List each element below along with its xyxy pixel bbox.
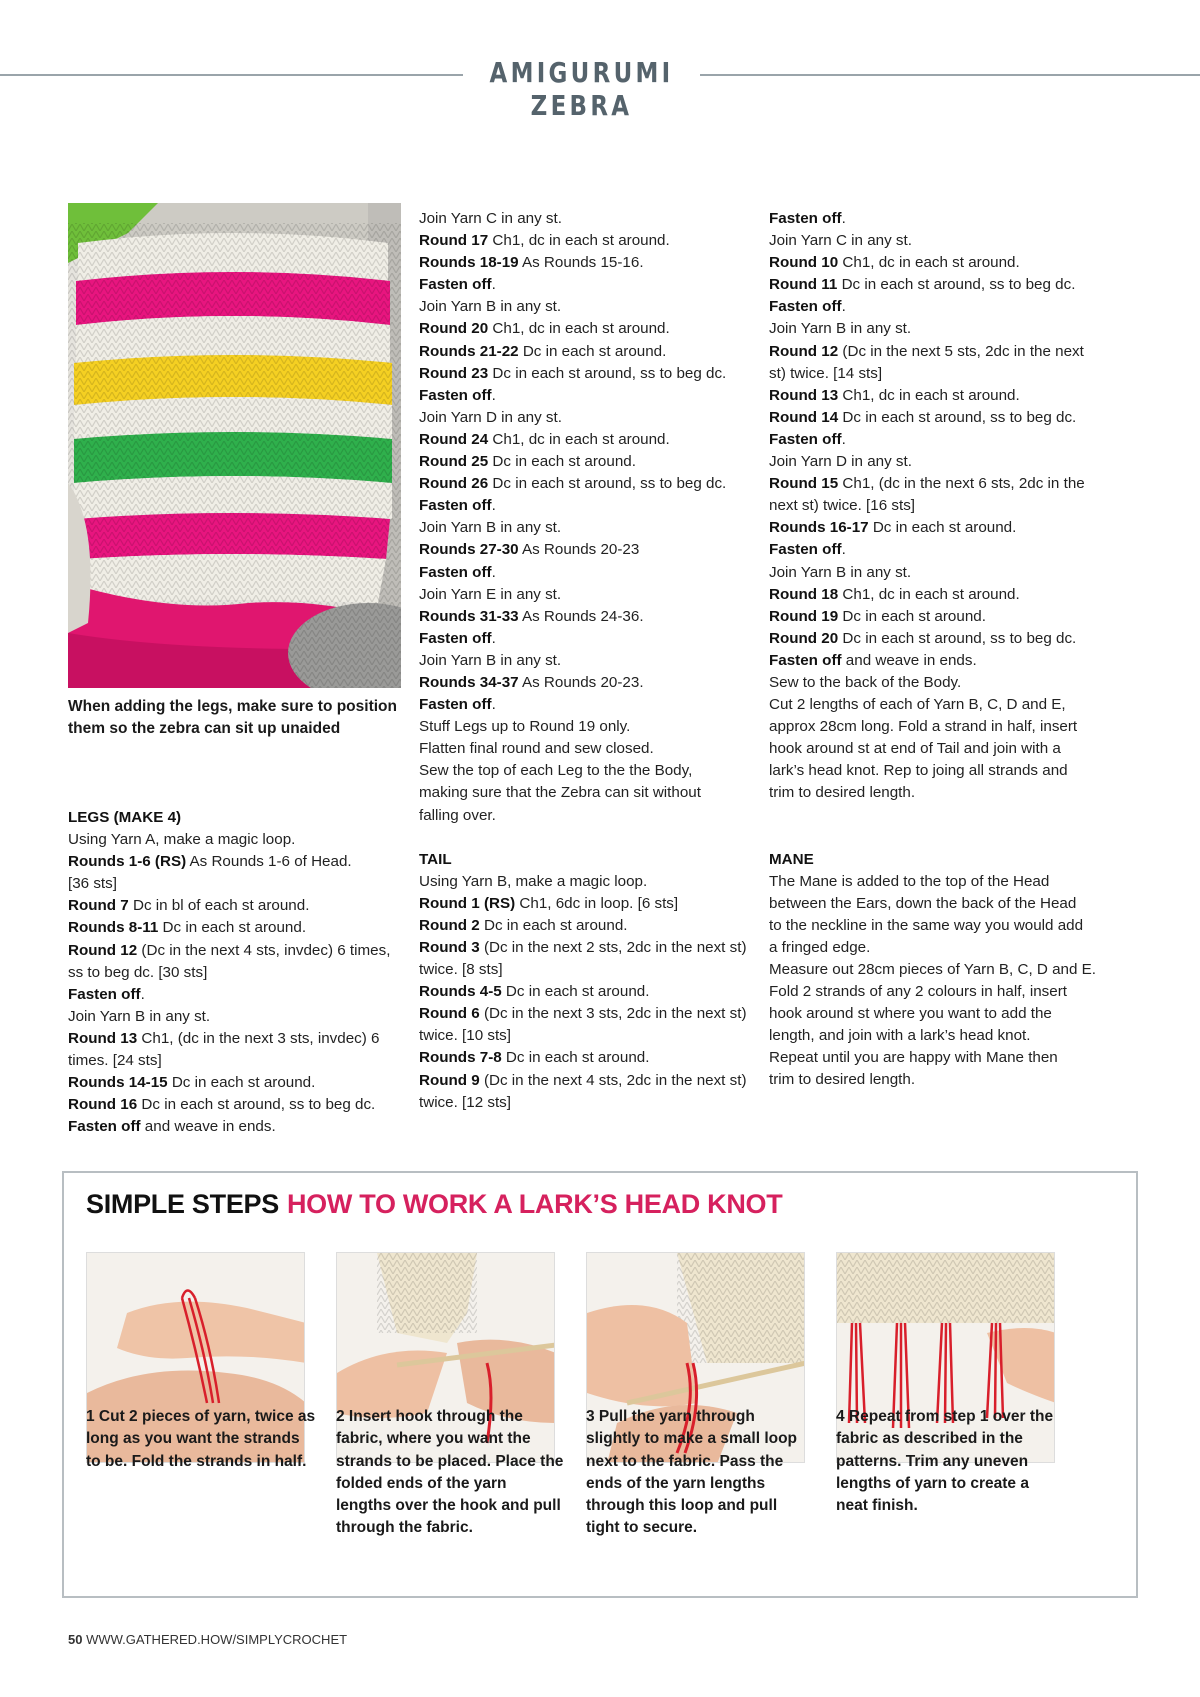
instruction-text: trim to desired length. [769, 1071, 916, 1089]
instruction-text: Repeat until you are happy with Mane then [769, 1049, 1058, 1067]
round-label: Round 14 [769, 408, 839, 426]
step-caption-line: long as you want the strands [86, 1430, 300, 1448]
step-3-text [586, 1406, 818, 1540]
instruction-text: length, and join with a lark’s head knot. [769, 1027, 1031, 1045]
round-label: Round 15 [769, 475, 839, 493]
instruction-text: (Dc in the next 5 sts, 2dc in the next [838, 342, 1084, 360]
round-label: Fasten off [419, 563, 492, 581]
round-label: Round 18 [769, 585, 839, 603]
pattern-line [769, 1069, 1109, 1091]
instruction-text: Dc in each st around. [479, 916, 628, 934]
round-label: Rounds 4-5 [419, 983, 502, 1001]
step-caption-line: lengths of yarn to create a [836, 1474, 1029, 1492]
instruction-text: next st) twice. [16 sts] [769, 497, 916, 515]
pattern-line [68, 962, 398, 984]
step-1-text [86, 1406, 318, 1473]
pattern-line [769, 694, 1109, 716]
pattern-line [419, 959, 754, 981]
pattern-line [419, 562, 754, 584]
pattern-line [419, 318, 754, 340]
instruction-text: . [841, 430, 846, 448]
instruction-text: Ch1, dc in each st around. [838, 386, 1020, 404]
pattern-line [419, 584, 754, 606]
pattern-column-right [769, 208, 1109, 1092]
instruction-text: Ch1, dc in each st around. [488, 430, 670, 448]
step-caption-line: through this loop and pull [586, 1497, 778, 1515]
page-title: AMIGURUMI ZEBRA [489, 56, 674, 122]
pattern-line [419, 252, 754, 274]
spacer [68, 785, 398, 807]
pattern-line [419, 760, 754, 782]
instruction-text: Dc in bl of each st around. [128, 897, 310, 915]
instruction-text: Join Yarn B in any st. [769, 320, 912, 338]
pattern-line [419, 495, 754, 517]
instruction-text: . [491, 696, 496, 714]
instruction-text: Join Yarn C in any st. [769, 232, 912, 250]
page-footer [68, 1632, 347, 1647]
instruction-text: Dc in each st around. [501, 983, 650, 1001]
instruction-text: falling over. [419, 806, 496, 824]
instruction-text: and weave in ends. [140, 1118, 276, 1136]
round-label: Round 12 [68, 941, 138, 959]
pattern-line [769, 650, 1109, 672]
pattern-line [769, 1003, 1109, 1025]
pattern-line [68, 1050, 398, 1072]
pattern-line [68, 1094, 398, 1116]
pattern-line [769, 716, 1109, 738]
pattern-line [419, 716, 754, 738]
section-heading: TAIL [419, 850, 452, 868]
step-caption-line: tight to secure. [586, 1519, 698, 1537]
step-caption-line: through the fabric. [336, 1519, 473, 1537]
round-label: Round 16 [68, 1096, 138, 1114]
pattern-line [769, 385, 1109, 407]
instruction-text: Dc in each st around, ss to beg dc. [488, 364, 727, 382]
round-label: Fasten off [769, 210, 842, 227]
instruction-text: Join Yarn B in any st. [419, 519, 562, 537]
pattern-line [419, 606, 754, 628]
instruction-text: Join Yarn C in any st. [419, 210, 562, 227]
round-label: Fasten off [769, 430, 842, 448]
round-label: Round 23 [419, 364, 489, 382]
pattern-line [769, 230, 1109, 252]
round-label: Round 2 [419, 916, 480, 934]
instruction-text: Join Yarn B in any st. [419, 651, 562, 669]
instruction-text: . [841, 541, 846, 559]
pattern-line [68, 1028, 398, 1050]
header-rule-left [0, 74, 463, 76]
step-caption-line: fabric, where you want the [336, 1430, 531, 1448]
instruction-text: twice. [10 sts] [419, 1027, 512, 1045]
pattern-line [769, 937, 1109, 959]
instruction-text: Ch1, 6dc in loop. [6 sts] [515, 894, 679, 912]
instruction-text: Dc in each st around. [167, 1074, 316, 1092]
instruction-text: Measure out 28cm pieces of Yarn B, C, D and E. [769, 961, 1096, 978]
pattern-line [419, 1092, 754, 1114]
section-heading: LEGS (MAKE 4) [68, 809, 182, 826]
instruction-text: ss to beg dc. [30 sts] [68, 963, 208, 981]
pattern-line [769, 539, 1109, 561]
step-caption-line: 4 Repeat from step 1 over the [836, 1408, 1054, 1425]
instruction-text: Flatten final round and sew closed. [419, 740, 654, 758]
round-label: Fasten off [419, 497, 492, 515]
round-label: Round 6 [419, 1005, 480, 1023]
instruction-text: Stuff Legs up to Round 19 only. [419, 718, 631, 736]
round-label: Round 19 [769, 607, 839, 625]
instruction-text: hook around st at end of Tail and join with a [769, 740, 1061, 758]
instruction-text: . [491, 276, 496, 294]
step-caption-line: folded ends of the yarn [336, 1474, 507, 1492]
instruction-text: Ch1, dc in each st around. [838, 254, 1020, 272]
instruction-text: . [491, 563, 496, 581]
instruction-text: . [140, 985, 145, 1003]
instruction-text: Using Yarn B, make a magic loop. [419, 872, 648, 890]
pattern-line [419, 363, 754, 385]
instruction-text: Dc in each st around, ss to beg dc. [137, 1096, 376, 1114]
instruction-text: times. [24 sts] [68, 1052, 162, 1070]
pattern-line [769, 208, 1109, 230]
instruction-text: Join Yarn B in any st. [419, 298, 562, 316]
pattern-line [769, 274, 1109, 296]
round-label: Round 17 [419, 232, 489, 250]
round-label: Fasten off [419, 629, 492, 647]
round-label: Fasten off [769, 651, 842, 669]
pattern-line [68, 895, 398, 917]
instruction-text: Dc in each st around. [158, 919, 307, 937]
round-label: Round 26 [419, 475, 489, 493]
instruction-text: [36 sts] [68, 875, 117, 893]
instruction-text: and weave in ends. [841, 651, 977, 669]
pattern-line [769, 407, 1109, 429]
spacer [769, 827, 1109, 849]
instruction-text: a fringed edge. [769, 938, 871, 956]
pattern-line [68, 829, 398, 851]
step-2-text [336, 1406, 568, 1540]
instruction-text: Join Yarn D in any st. [419, 408, 562, 426]
instruction-text: lark’s head knot. Rep to joing all strands and [769, 762, 1068, 780]
instruction-text: twice. [8 sts] [419, 961, 503, 979]
pattern-line [419, 915, 754, 937]
pattern-line [769, 1047, 1109, 1069]
round-label: Round 3 [419, 939, 480, 956]
pattern-column-middle [419, 208, 754, 1114]
instruction-text: (Dc in the next 4 sts, 2dc in the next st) [479, 1071, 747, 1089]
round-label: Fasten off [419, 386, 492, 404]
instruction-text: Dc in each st around, ss to beg dc. [488, 475, 727, 493]
instruction-text: The Mane is added to the top of the Head [769, 872, 1050, 890]
pattern-line [419, 274, 754, 296]
pattern-line [769, 318, 1109, 340]
instruction-text: making sure that the Zebra can sit without [419, 784, 701, 802]
instruction-text: Ch1, (dc in the next 3 sts, invdec) 6 [137, 1029, 380, 1047]
pattern-line [419, 296, 754, 318]
pattern-column-legs [68, 785, 398, 1138]
step-caption-line: neat finish. [836, 1497, 918, 1515]
instruction-text: Cut 2 lengths of each of Yarn B, C, D and E, [769, 696, 1066, 714]
pattern-line [419, 341, 754, 363]
round-label: Fasten off [769, 298, 842, 316]
round-label: Fasten off [419, 696, 492, 714]
instruction-text: As Rounds 15-16. [518, 254, 644, 272]
page-header [0, 50, 1200, 122]
pattern-line [769, 341, 1109, 363]
pattern-line [769, 252, 1109, 274]
pattern-line [419, 694, 754, 716]
instruction-text: approx 28cm long. Fold a strand in half, insert [769, 718, 1078, 736]
pattern-line [769, 451, 1109, 473]
step-caption-line: slightly to make a small loop [586, 1430, 798, 1448]
pattern-line [769, 495, 1109, 517]
instruction-text: (Dc in the next 4 sts, invdec) 6 times, [137, 941, 391, 959]
pattern-line [769, 584, 1109, 606]
pattern-line [419, 738, 754, 760]
footer-url: WWW.GATHERED.HOW/SIMPLYCROCHET [86, 1632, 348, 1647]
pattern-line [68, 1072, 398, 1094]
pattern-line [419, 1025, 754, 1047]
instruction-text: Dc in each st around. [518, 342, 667, 360]
step-caption-line: next to the fabric. Pass the [586, 1452, 784, 1470]
pattern-line [68, 851, 398, 873]
pattern-line [769, 782, 1109, 804]
round-label: Fasten off [769, 541, 842, 559]
step-caption-line: 1 Cut 2 pieces of yarn, twice as [86, 1408, 316, 1425]
instruction-text: Join Yarn B in any st. [68, 1007, 211, 1025]
pattern-line [419, 782, 754, 804]
pattern-line [68, 984, 398, 1006]
spacer [769, 805, 1109, 827]
pattern-line [769, 429, 1109, 451]
instruction-text: Join Yarn E in any st. [419, 585, 562, 603]
pattern-line [769, 517, 1109, 539]
instruction-text: . [841, 298, 846, 316]
round-label: Fasten off [68, 985, 141, 1003]
zebra-photo-illustration [68, 203, 401, 688]
pattern-line [419, 1070, 754, 1092]
step-caption-line: strands to be placed. Place the [336, 1452, 564, 1470]
pattern-line [419, 230, 754, 252]
instruction-text: Dc in each st around. [838, 607, 986, 625]
instruction-text: to the neckline in the same way you would add [769, 916, 1084, 934]
instruction-text: As Rounds 20-23 [518, 541, 640, 559]
instruction-text: between the Ears, down the back of the Head [769, 894, 1077, 912]
instruction-text: Dc in each st around. [501, 1049, 650, 1067]
step-caption-line: 2 Insert hook through the [336, 1408, 523, 1425]
instruction-text: Ch1, dc in each st around. [838, 585, 1020, 603]
pattern-line [769, 915, 1109, 937]
pattern-line [769, 1025, 1109, 1047]
pattern-line [68, 917, 398, 939]
round-label: Fasten off [68, 1118, 141, 1136]
round-label: Rounds 16-17 [769, 519, 869, 537]
pattern-line [68, 873, 398, 895]
simple-steps-title [86, 1189, 782, 1220]
pattern-line [419, 451, 754, 473]
instruction-text: Join Yarn D in any st. [769, 453, 912, 471]
instruction-text: Using Yarn A, make a magic loop. [68, 831, 296, 849]
zebra-photo [68, 203, 401, 688]
pattern-line [419, 407, 754, 429]
step-caption-line: lengths over the hook and pull [336, 1497, 561, 1515]
simple-steps-heading: HOW TO WORK A LARK’S HEAD KNOT [286, 1189, 783, 1219]
step-4-text [836, 1406, 1068, 1517]
round-label: Round 9 [419, 1071, 480, 1089]
instruction-text: trim to desired length. [769, 784, 916, 802]
page-number: 50 [68, 1632, 83, 1647]
round-label: Round 7 [68, 897, 129, 915]
pattern-line [769, 981, 1109, 1003]
pattern-line [419, 893, 754, 915]
pattern-line [769, 760, 1109, 782]
pattern-line [769, 473, 1109, 495]
instruction-text: Join Yarn B in any st. [769, 563, 912, 581]
pattern-line [419, 628, 754, 650]
instruction-text: Sew to the back of the Body. [769, 673, 962, 691]
pattern-line [68, 940, 398, 962]
round-label: Round 10 [769, 254, 839, 272]
instruction-text: Ch1, dc in each st around. [488, 320, 670, 338]
instruction-text: Fold 2 strands of any 2 colours in half, insert [769, 983, 1067, 1001]
round-label: Round 20 [419, 320, 489, 338]
instruction-text: As Rounds 20-23. [518, 673, 644, 691]
pattern-line [419, 937, 754, 959]
instruction-text: Dc in each st around, ss to beg dc. [838, 408, 1077, 426]
pattern-line [769, 296, 1109, 318]
round-label: Round 13 [68, 1029, 138, 1047]
round-label: Rounds 21-22 [419, 342, 519, 360]
instruction-text: . [491, 629, 496, 647]
instruction-text: . [491, 497, 496, 515]
step-caption-line: fabric as described in the [836, 1430, 1023, 1448]
section-heading: MANE [769, 850, 814, 868]
instruction-text: . [841, 210, 846, 227]
round-label: Round 1 (RS) [419, 894, 516, 912]
round-label: Rounds 1-6 (RS) [68, 853, 187, 871]
pattern-line [769, 871, 1109, 893]
round-label: Rounds 7-8 [419, 1049, 502, 1067]
round-label: Round 25 [419, 453, 489, 471]
pattern-line [419, 429, 754, 451]
round-label: Round 24 [419, 430, 489, 448]
pattern-line [419, 1003, 754, 1025]
round-label: Round 13 [769, 386, 839, 404]
round-label: Rounds 8-11 [68, 919, 159, 937]
round-label: Fasten off [419, 276, 492, 294]
pattern-line [68, 1116, 398, 1138]
instruction-text: twice. [12 sts] [419, 1093, 512, 1111]
step-caption-line: ends of the yarn lengths [586, 1474, 766, 1492]
instruction-text: Dc in each st around, ss to beg dc. [838, 629, 1077, 647]
round-label: Rounds 34-37 [419, 673, 519, 691]
pattern-line [419, 672, 754, 694]
pattern-line [419, 208, 754, 230]
pattern-line [419, 805, 754, 827]
pattern-line [419, 517, 754, 539]
instruction-text: hook around st where you want to add the [769, 1005, 1052, 1023]
instruction-text: Ch1, dc in each st around. [488, 232, 670, 250]
pattern-line [419, 539, 754, 561]
pattern-line [419, 1047, 754, 1069]
step-caption-line: patterns. Trim any uneven [836, 1452, 1029, 1470]
instruction-text: . [491, 386, 496, 404]
instruction-text: Dc in each st around, ss to beg dc. [837, 276, 1076, 294]
round-label: Round 12 [769, 342, 839, 360]
pattern-line [769, 738, 1109, 760]
pattern-line [769, 672, 1109, 694]
simple-steps-label: SIMPLE STEPS [86, 1189, 279, 1219]
simple-steps-box [62, 1171, 1138, 1598]
round-label: Round 20 [769, 629, 839, 647]
instruction-text: (Dc in the next 3 sts, 2dc in the next st) [479, 1005, 747, 1023]
pattern-line [419, 981, 754, 1003]
instruction-text: Dc in each st around. [868, 519, 1017, 537]
instruction-text: Sew the top of each Leg to the the Body, [419, 762, 693, 780]
pattern-line [769, 363, 1109, 385]
pattern-line [419, 871, 754, 893]
round-label: Rounds 14-15 [68, 1074, 168, 1092]
spacer [419, 827, 754, 849]
round-label: Rounds 27-30 [419, 541, 519, 559]
instruction-text: st) twice. [14 sts] [769, 364, 883, 382]
instruction-text: As Rounds 1-6 of Head. [186, 853, 352, 871]
header-rule-right [700, 74, 1200, 76]
photo-caption: When adding the legs, make sure to position them so the zebra can sit up unaided [68, 698, 397, 737]
pattern-line [419, 650, 754, 672]
instruction-text: Ch1, (dc in the next 6 sts, 2dc in the [838, 475, 1085, 493]
pattern-line [419, 473, 754, 495]
pattern-line [769, 959, 1109, 981]
pattern-line [769, 893, 1109, 915]
round-label: Rounds 18-19 [419, 254, 519, 272]
pattern-line [419, 385, 754, 407]
pattern-line [769, 628, 1109, 650]
instruction-text: As Rounds 24-36. [518, 607, 644, 625]
instruction-text: Dc in each st around. [488, 453, 636, 471]
instruction-text: (Dc in the next 2 sts, 2dc in the next st) [479, 939, 747, 956]
pattern-line [68, 1006, 398, 1028]
round-label: Rounds 31-33 [419, 607, 519, 625]
pattern-line [769, 606, 1109, 628]
step-caption-line: 3 Pull the yarn through [586, 1408, 755, 1425]
round-label: Round 11 [769, 276, 838, 294]
step-caption-line: to be. Fold the strands in half. [86, 1452, 307, 1470]
pattern-line [769, 562, 1109, 584]
